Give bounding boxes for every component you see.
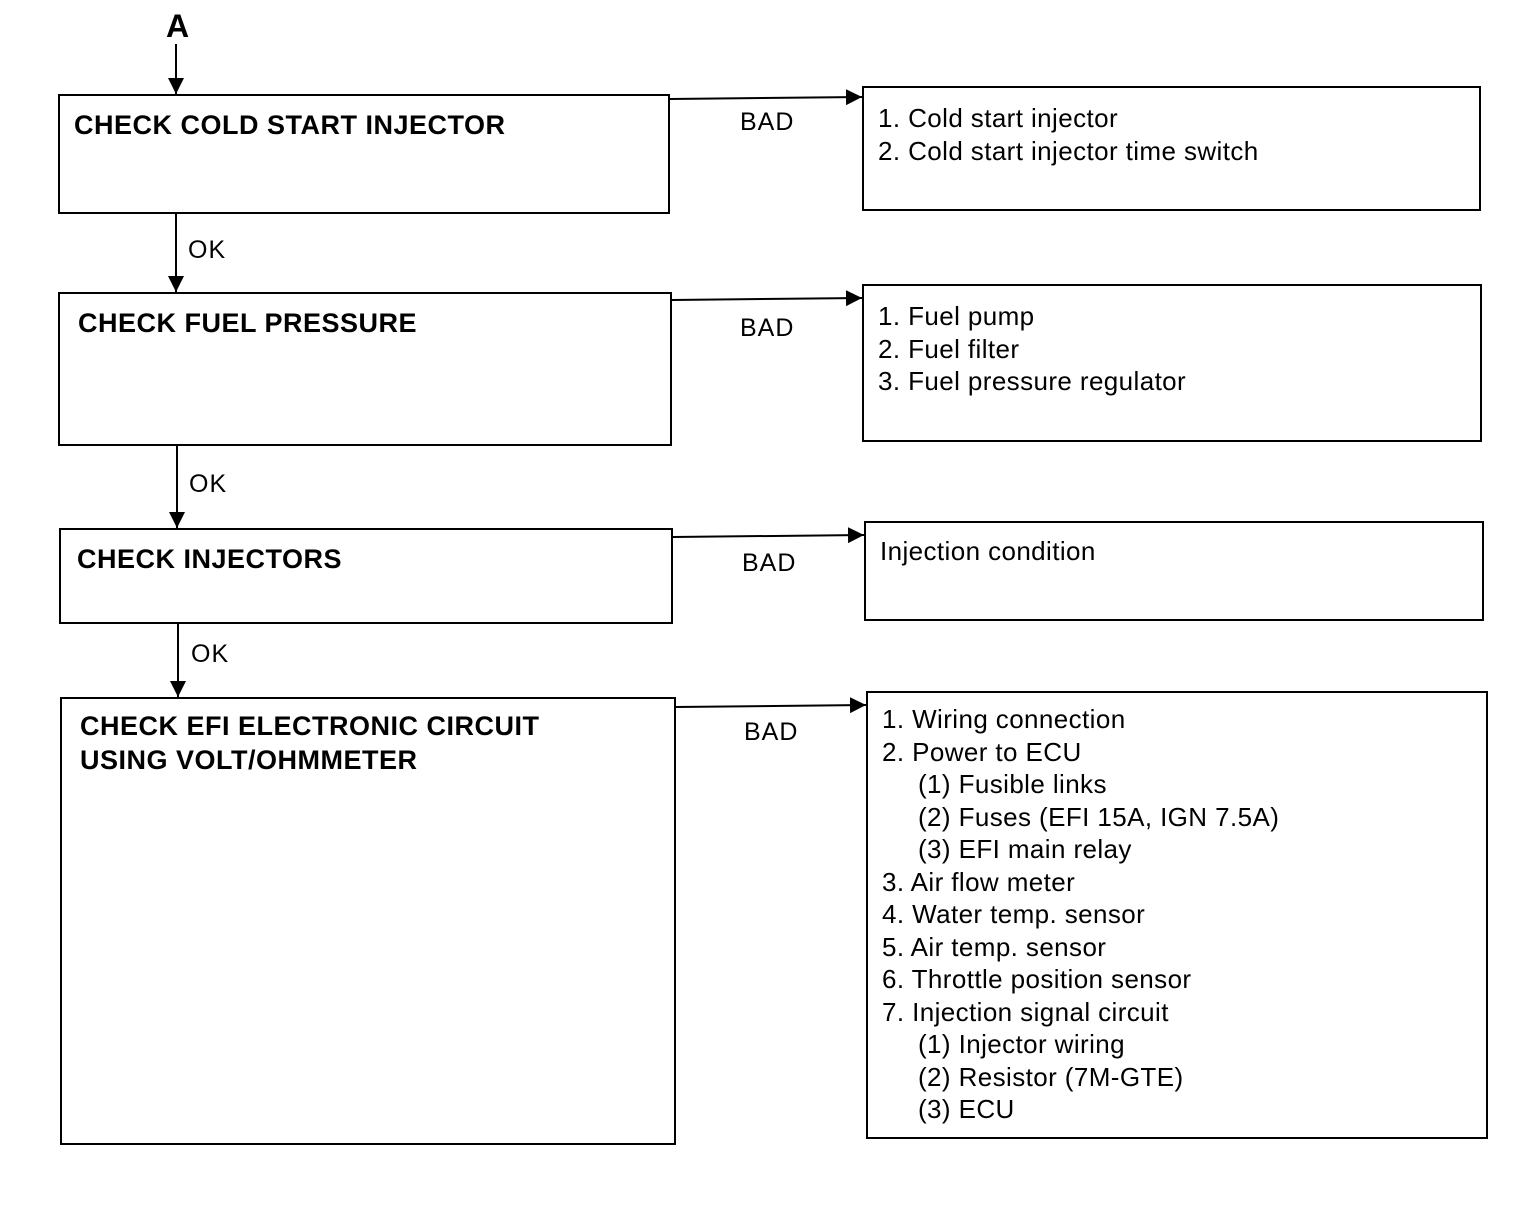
result-item: (2) Resistor (7M-GTE) bbox=[918, 1061, 1184, 1092]
result-list bbox=[880, 535, 1096, 568]
result-box-cold-start bbox=[862, 86, 1481, 211]
bad-label: BAD bbox=[740, 314, 795, 342]
step-title bbox=[80, 709, 540, 777]
result-item: 2. Fuel filter bbox=[878, 333, 1020, 364]
result-item: 4. Water temp. sensor bbox=[882, 899, 1146, 929]
ok-label: OK bbox=[188, 236, 227, 264]
bad-arrow-4 bbox=[676, 705, 866, 707]
result-item: 6. Throttle position sensor bbox=[882, 964, 1192, 994]
bad-label: BAD bbox=[740, 108, 795, 136]
result-item: 2. Cold start injector time switch bbox=[878, 135, 1259, 166]
step-title-line: CHECK EFI ELECTRONIC CIRCUIT bbox=[80, 711, 540, 741]
result-item: (2) Fuses (EFI 15A, IGN 7.5A) bbox=[918, 801, 1280, 832]
ok-label: OK bbox=[191, 640, 230, 668]
result-list bbox=[882, 703, 1279, 1126]
result-box-fuel-pressure bbox=[862, 284, 1482, 442]
step-box-efi-circuit bbox=[60, 697, 676, 1145]
step-title-line: CHECK INJECTORS bbox=[77, 544, 343, 574]
step-title bbox=[78, 306, 417, 340]
result-item: 5. Air temp. sensor bbox=[882, 931, 1107, 962]
result-box-efi-circuit bbox=[866, 691, 1488, 1139]
result-item: 2. Power to ECU bbox=[882, 736, 1082, 767]
result-item: 3. Fuel pressure regulator bbox=[878, 366, 1187, 396]
bad-arrow-3 bbox=[673, 535, 864, 537]
bad-arrow-1 bbox=[670, 97, 862, 99]
result-list bbox=[878, 300, 1186, 398]
bad-arrow-2 bbox=[672, 298, 862, 300]
result-item: Injection condition bbox=[880, 536, 1096, 566]
start-label: A bbox=[166, 8, 190, 44]
result-item: 1. Wiring connection bbox=[882, 704, 1126, 734]
step-title-line: USING VOLT/OHMMETER bbox=[80, 745, 418, 775]
result-item: (3) EFI main relay bbox=[918, 834, 1132, 864]
result-box-injectors bbox=[864, 521, 1484, 621]
result-item: (1) Injector wiring bbox=[918, 1029, 1125, 1059]
bad-label: BAD bbox=[744, 718, 799, 746]
result-item: (1) Fusible links bbox=[918, 769, 1107, 799]
step-box-cold-start-injector bbox=[58, 94, 670, 214]
result-item: 1. Fuel pump bbox=[878, 301, 1035, 331]
step-box-fuel-pressure bbox=[58, 292, 672, 446]
result-item: 3. Air flow meter bbox=[882, 866, 1076, 897]
ok-label: OK bbox=[189, 470, 228, 498]
step-title-line: CHECK COLD START INJECTOR bbox=[74, 110, 506, 140]
bad-label: BAD bbox=[742, 549, 797, 577]
result-item: (3) ECU bbox=[918, 1094, 1015, 1124]
result-list bbox=[878, 102, 1259, 167]
result-item: 7. Injection signal circuit bbox=[882, 996, 1169, 1027]
result-item: 1. Cold start injector bbox=[878, 103, 1119, 133]
step-box-injectors bbox=[59, 528, 673, 624]
step-title bbox=[74, 108, 506, 142]
step-title bbox=[77, 542, 342, 576]
step-title-line: CHECK FUEL PRESSURE bbox=[78, 308, 418, 338]
